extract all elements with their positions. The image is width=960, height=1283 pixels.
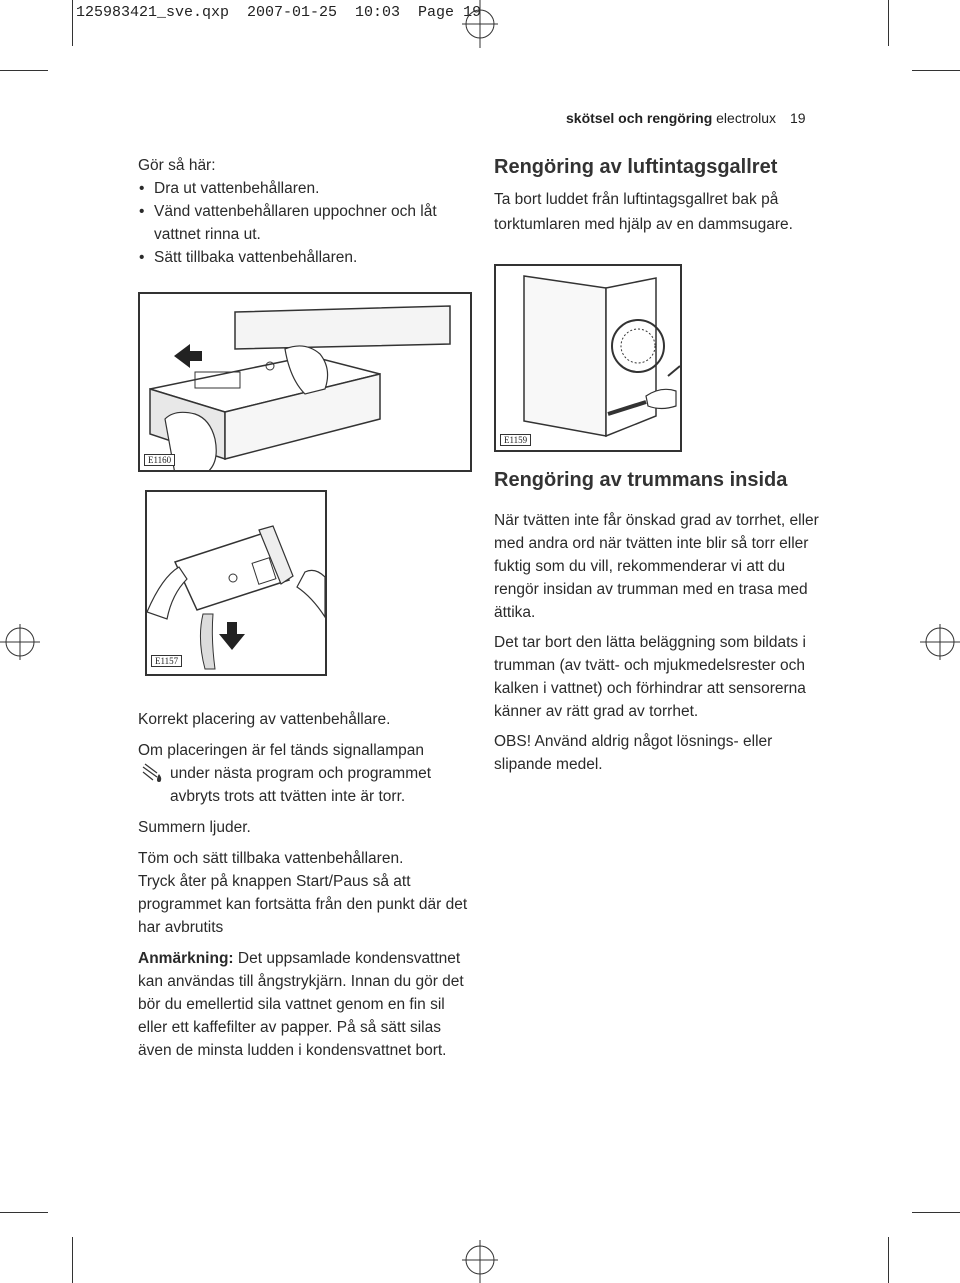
registration-mark-bottom: [460, 1240, 500, 1283]
illustration-dryer-back: [496, 266, 680, 450]
figure-emptying-container: [145, 490, 327, 676]
warning-section: [138, 708, 468, 1062]
instruction-list: [138, 177, 473, 269]
empty-text: Töm och sätt tillbaka vattenbehållaren.: [138, 850, 404, 867]
list-item: • Sätt tillbaka vattenbehållaren.: [138, 246, 473, 269]
list-item: • Vänd vattenbehållaren uppochner och låt vattnet rinna ut.: [138, 200, 473, 246]
warning-continued: under nästa program och programmet avbryts trots att tvätten inte är torr.: [170, 765, 432, 805]
warning-line: Om placeringen är fel tänds signallampan: [138, 742, 425, 759]
registration-mark-left: [0, 622, 40, 662]
buzzer-text: Summern ljuder.: [138, 819, 251, 836]
intro: Gör så här:: [138, 157, 216, 174]
registration-mark-top: [460, 0, 500, 48]
printer-slug: 125983421_sve.qxp 2007-01-25 10:03 Page 19: [76, 4, 482, 21]
section-drum-cleaning: [494, 469, 824, 776]
section-text: Ta bort luddet från luftintagsgallret bak på torktumlaren med hjälp av en dammsugare.: [494, 191, 793, 233]
brand-name: electrolux: [716, 110, 777, 126]
section-text: När tvätten inte får önskad grad av torrhet, eller med andra ord när tvätten inte blir så torr eller fuktig som du vill, rekommenderar vi att du rengör insidan av trumman med en trasa med ättika.: [494, 512, 819, 621]
page-number: 19: [789, 110, 806, 126]
note: [138, 947, 468, 1062]
note-label: Anmärkning:: [138, 950, 234, 967]
figure-code: E1159: [500, 434, 531, 446]
obs-note: OBS! Använd aldrig något lösnings- eller slipande medel.: [494, 733, 773, 773]
section-heading: Rengöring av trummans insida: [494, 469, 788, 491]
section-heading: Rengöring av luftintagsgallret: [494, 156, 778, 178]
illustration-drawer: [140, 294, 470, 470]
instructions: [138, 154, 473, 269]
restart-text: Tryck åter på knappen Start/Paus så att programmet kan fortsätta från den punkt där det har avbrutits: [138, 873, 468, 936]
running-header: [566, 110, 806, 126]
figure-code: E1160: [144, 454, 175, 466]
signal-lamp-icon: [141, 763, 163, 783]
figure-air-intake-cleaning: [494, 264, 682, 452]
list-item: • Dra ut vattenbehållaren.: [138, 177, 473, 200]
section-text: Det tar bort den lätta beläggning som bildats i trumman (av tvätt- och mjukmedelsrester och kalken i vattnet) och förhindrar att sensorerna känner av rätt grad av torrhet.: [494, 634, 806, 720]
warning-text: [138, 762, 468, 808]
illustration-pouring: [147, 492, 325, 674]
figure-code: E1157: [151, 655, 182, 667]
registration-mark-right: [920, 622, 960, 662]
figure-water-container-removal: [138, 292, 472, 472]
section-air-intake: [494, 156, 834, 237]
section-title: skötsel och rengöring: [566, 110, 713, 126]
note-text: Det uppsamlade kondensvattnet kan användas till ångstrykjärn. Innan du gör det bör du emellertid sila vattnet genom en fin sil eller ett kaffefilter av papper. På så sätt silas även de minsta ludden i kondensvattnet bort.: [138, 950, 464, 1059]
caption: Korrekt placering av vattenbehållare.: [138, 711, 391, 728]
